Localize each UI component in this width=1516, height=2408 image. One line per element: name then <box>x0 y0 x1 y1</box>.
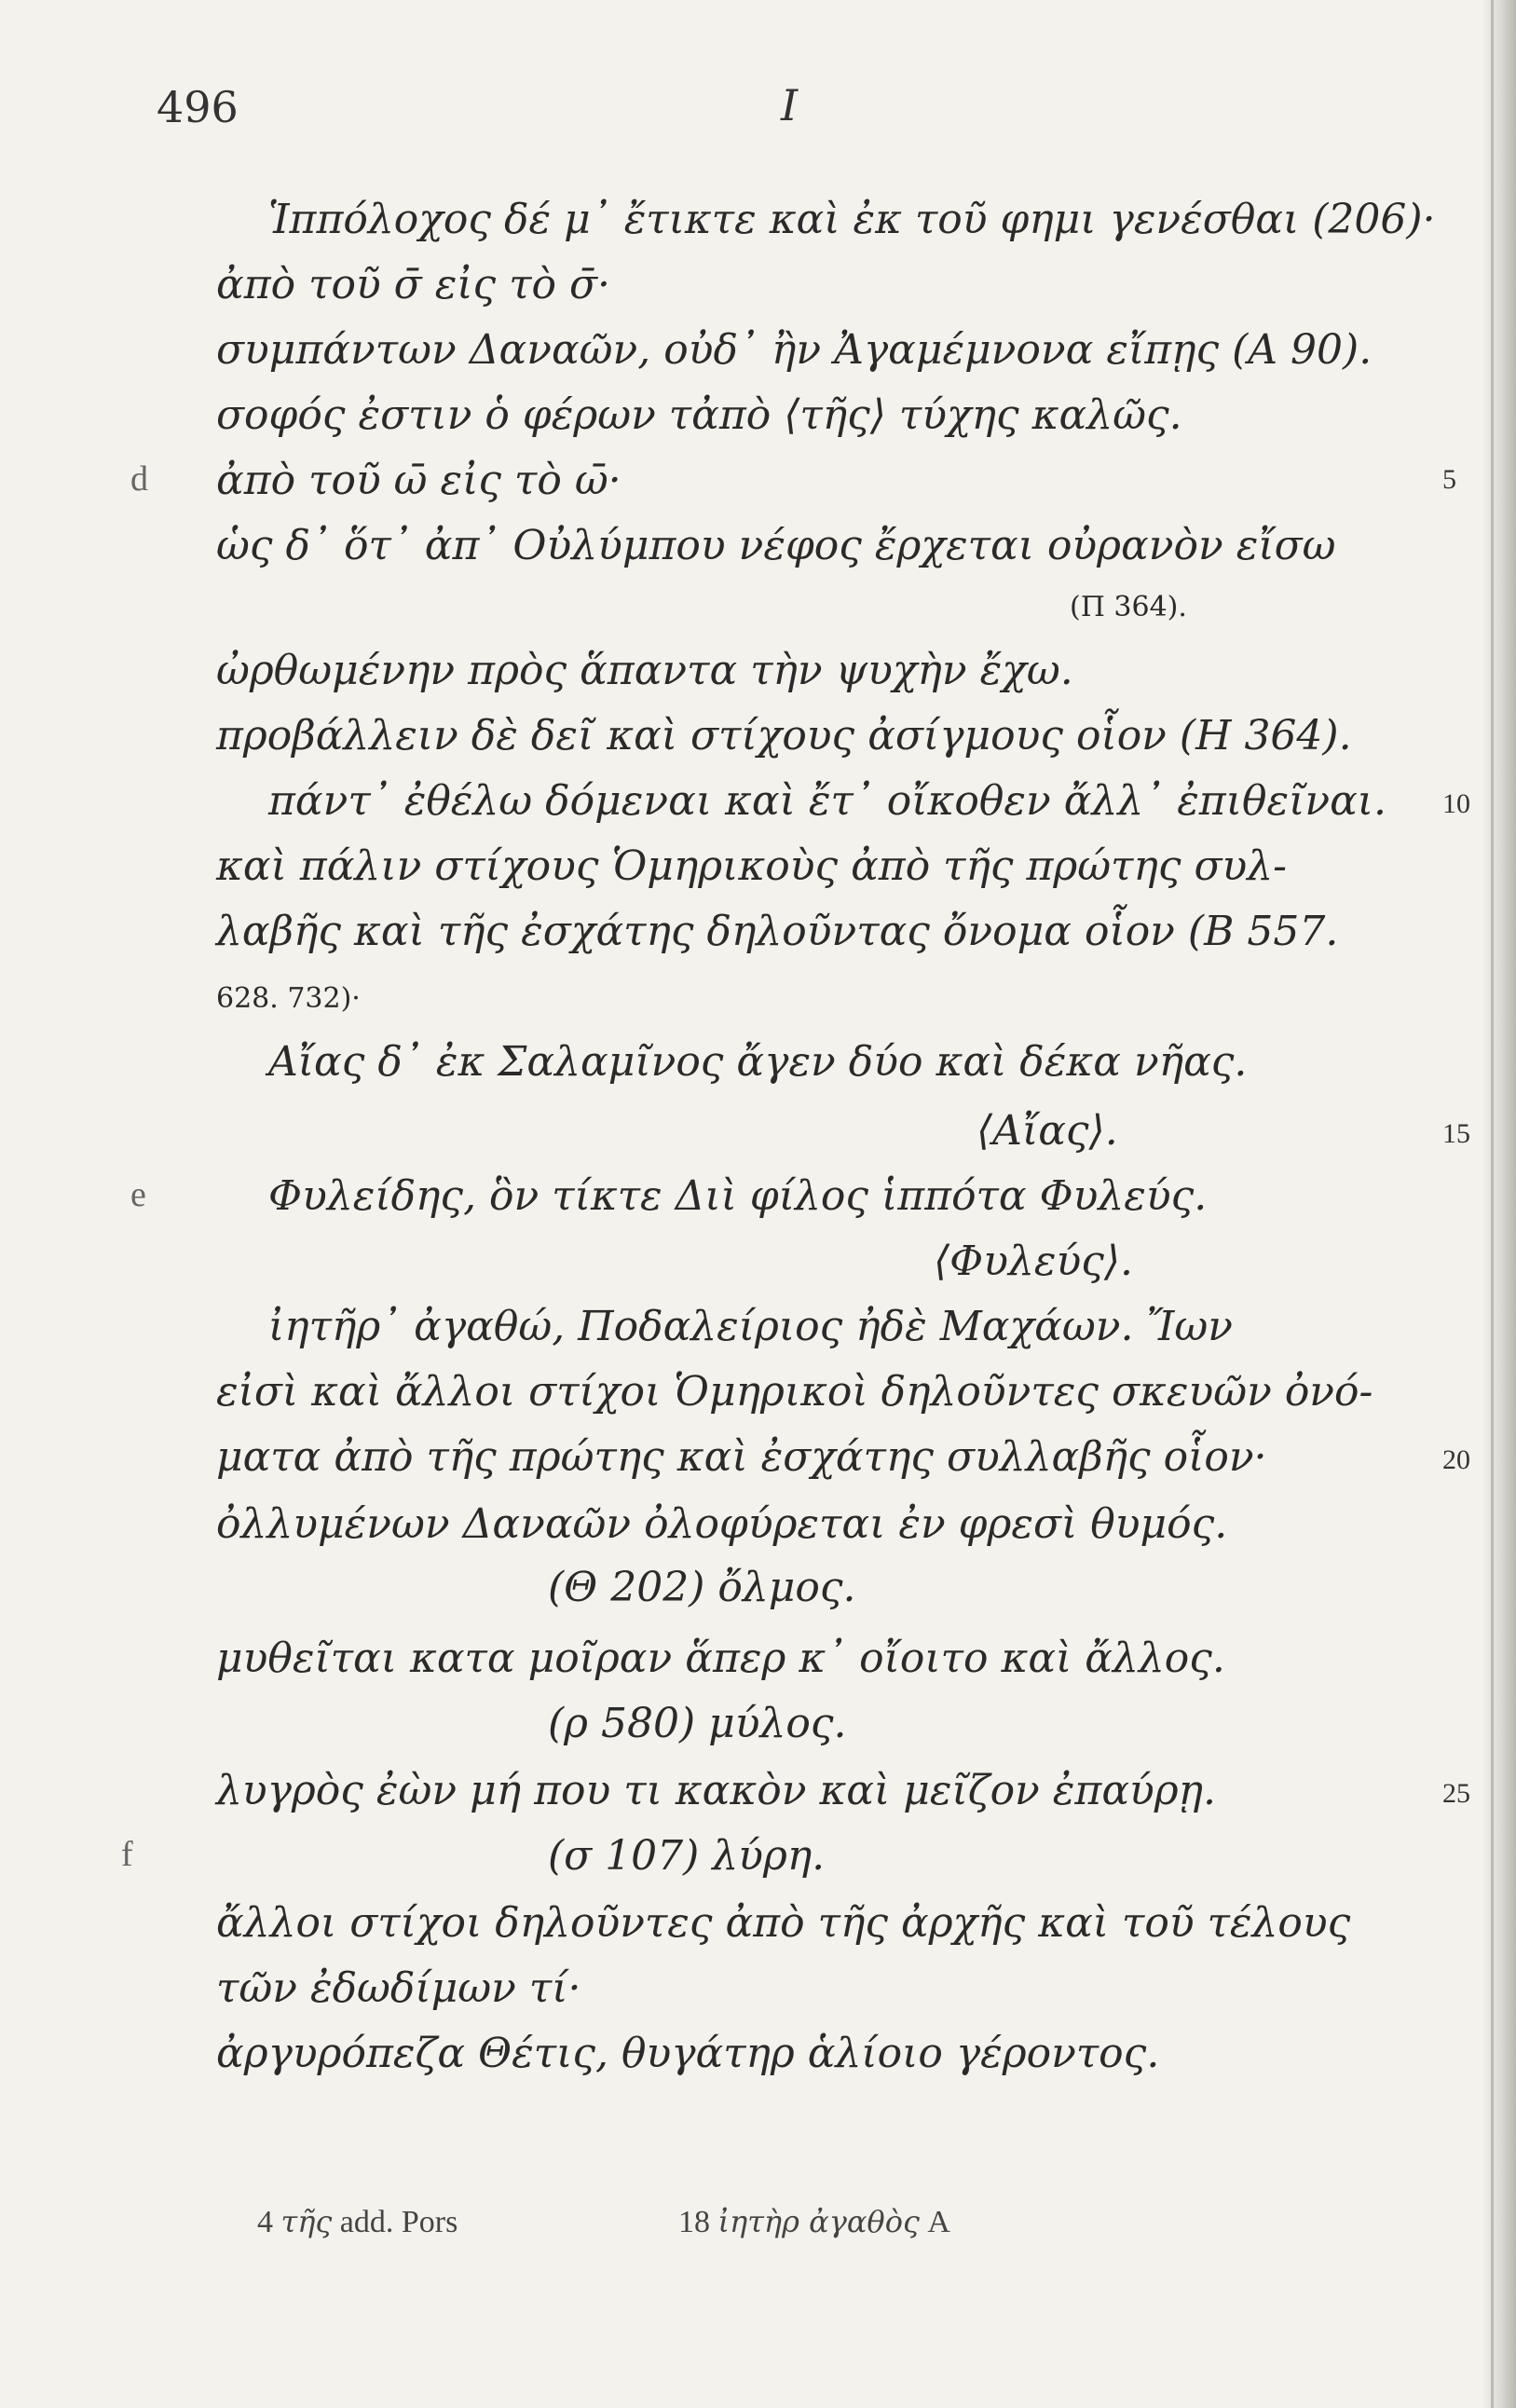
line-number-25: 25 <box>1442 1778 1470 1809</box>
text-line: ὠρθωμένην πρὸς ἅπαντα τὴν ψυχὴν ἔχω. <box>216 647 1073 694</box>
text-line: (ρ 580) μύλος. <box>548 1700 847 1747</box>
text-line: ἀπὸ τοῦ σ̄ εἰς τὸ σ̄· <box>216 261 611 308</box>
page-number: 496 <box>157 82 239 132</box>
page-edge-shadow <box>1482 0 1516 2408</box>
footnote-2-number: 18 <box>678 2205 710 2239</box>
text-line: τῶν ἐδωδίμων τί· <box>216 1964 581 2012</box>
footnote-2 <box>678 2204 950 2240</box>
margin-letter-f: f <box>121 1835 133 1874</box>
line-number-5: 5 <box>1442 464 1456 495</box>
text-line: 628. 732)· <box>216 982 361 1015</box>
text-line: συμπάντων Δαναῶν, οὐδ᾽ ἢν Ἀγαμέμνονα εἴπῃς (Α 90). <box>216 326 1373 374</box>
margin-letter-d: d <box>130 459 148 499</box>
text-line: ἀργυρόπεζα Θέτις, θυγάτηρ ἁλίοιο γέροντος. <box>216 2030 1160 2077</box>
page-gutter-line <box>1491 0 1494 2408</box>
text-line: (σ 107) λύρη. <box>548 1832 826 1880</box>
text-line: προβάλλειν δὲ δεῖ καὶ στίχους ἀσίγμους οἷον (Η 364). <box>216 712 1352 759</box>
text-line: ἰητῆρ᾽ ἀγαθώ, Ποδαλείριος ἠδὲ Μαχάων. Ἴων <box>268 1303 1233 1350</box>
margin-letter-e: e <box>130 1175 146 1214</box>
line-number-15: 15 <box>1442 1118 1470 1149</box>
text-line: ⟨Αἴας⟩. <box>977 1107 1118 1155</box>
text-line: (Θ 202) ὄλμος. <box>548 1564 856 1611</box>
footnote-1 <box>257 2204 458 2240</box>
line-number-10: 10 <box>1442 788 1470 819</box>
text-line: ἄλλοι στίχοι δηλοῦντες ἀπὸ τῆς ἀρχῆς καὶ τοῦ τέλους <box>216 1899 1351 1947</box>
text-line: ⟨Φυλεύς⟩. <box>934 1238 1134 1285</box>
text-line: καὶ πάλιν στίχους Ὁμηρικοὺς ἀπὸ τῆς πρώτης συλ- <box>216 842 1288 890</box>
footnote-1-greek: τῆς <box>280 2204 333 2239</box>
text-line: Ἱππόλοχος δέ μ᾽ ἔτικτε καὶ ἐκ τοῦ φημι γενέσθαι (206)· <box>268 196 1436 243</box>
footnote-2-greek: ἰητὴρ ἀγαθὸς <box>717 2204 920 2239</box>
text-line: ἀπὸ τοῦ ω̄ εἰς τὸ ω̄· <box>216 457 621 504</box>
footnote-1-text: add. Pors <box>339 2205 458 2239</box>
text-line: λυγρὸς ἐὼν μή που τι κακὸν καὶ μεῖζον ἐπαύρῃ. <box>216 1767 1216 1814</box>
text-line: (Π 364). <box>1070 591 1187 623</box>
text-line: Αἴας δ᾽ ἐκ Σαλαμῖνος ἄγεν δύο καὶ δέκα νῆας. <box>268 1038 1248 1086</box>
text-line: εἰσὶ καὶ ἄλλοι στίχοι Ὁμηρικοὶ δηλοῦντες σκευῶν ὀνό- <box>216 1368 1373 1416</box>
footnote-2-text: A <box>927 2205 950 2239</box>
line-number-20: 20 <box>1442 1444 1470 1475</box>
text-line: πάντ᾽ ἐθέλω δόμεναι καὶ ἔτ᾽ οἴκοθεν ἄλλ᾽ ἐπιθεῖναι. <box>268 777 1387 825</box>
text-line: μυθεῖται κατα μοῖραν ἅπερ κ᾽ οἴοιτο καὶ ἄλλος. <box>216 1635 1225 1682</box>
text-line: σοφός ἐστιν ὁ φέρων τἀπὸ ⟨τῆς⟩ τύχης καλῶς. <box>216 391 1182 439</box>
text-line: ὀλλυμένων Δαναῶν ὀλοφύρεται ἐν φρεσὶ θυμός. <box>216 1500 1228 1548</box>
text-line: ματα ἀπὸ τῆς πρώτης καὶ ἐσχάτης συλλαβῆς οἷον· <box>216 1433 1267 1481</box>
text-line: ὡς δ᾽ ὅτ᾽ ἀπ᾽ Οὐλύμπου νέφος ἔρχεται οὐρανὸν εἴσω <box>216 522 1336 569</box>
signature-mark: I <box>781 80 799 130</box>
text-line: Φυλείδης, ὃν τίκτε Διὶ φίλος ἱππότα Φυλεύς. <box>268 1172 1208 1220</box>
footnote-1-number: 4 <box>257 2205 273 2239</box>
text-line: λαβῆς καὶ τῆς ἐσχάτης δηλοῦντας ὄνομα οἷον (Β 557. <box>216 908 1339 955</box>
